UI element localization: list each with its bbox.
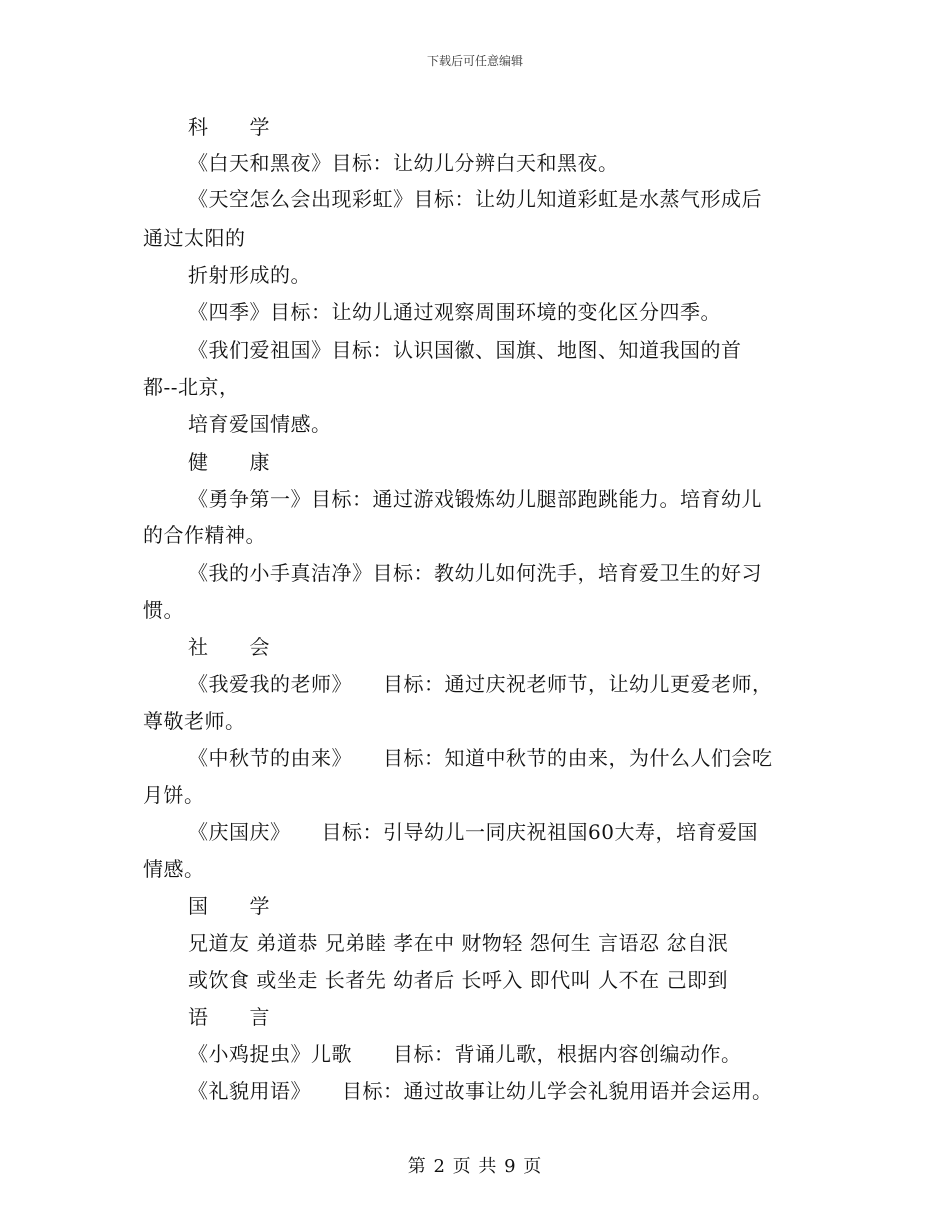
page-header-note: 下载后可任意编辑 xyxy=(426,54,523,68)
text-line: 通过太阳的 xyxy=(143,226,246,250)
text-line: 兄道友 弟道恭 兄弟睦 孝在中 财物轻 怨何生 言语忍 忿自泯 xyxy=(188,931,729,955)
section-title-science: 科 学 xyxy=(188,115,270,139)
text-line: 都--北京， xyxy=(143,375,240,399)
text-line: 培育爱国情感。 xyxy=(188,412,332,436)
text-line: 《四季》目标：让幼儿通过观察周围环境的变化区分四季。 xyxy=(188,300,721,324)
text-line: 《白天和黑夜》目标：让幼儿分辨白天和黑夜。 xyxy=(188,151,619,175)
text-line: 《我们爱祖国》目标：认识国徽、国旗、地图、知道我国的首 xyxy=(188,338,742,362)
section-title-guoxue: 国 学 xyxy=(188,894,270,918)
section-title-language: 语 言 xyxy=(188,1005,270,1029)
text-line: 尊敬老师。 xyxy=(143,709,246,733)
text-line: 惯。 xyxy=(143,598,184,622)
text-line: 折射形成的。 xyxy=(188,263,311,287)
text-line: 《庆国庆》 目标：引导幼儿一同庆祝祖国60大寿，培育爱国 xyxy=(188,820,758,844)
text-line: 月饼。 xyxy=(143,783,205,807)
section-title-society: 社 会 xyxy=(188,635,270,659)
text-line: 《我爱我的老师》 目标：通过庆祝老师节，让幼儿更爱老师， xyxy=(188,672,773,696)
text-line: 《礼貌用语》 目标：通过故事让幼儿学会礼貌用语并会运用。 xyxy=(188,1079,773,1103)
text-line: 《小鸡捉虫》儿歌 目标：背诵儿歌，根据内容创编动作。 xyxy=(188,1042,742,1066)
text-line: 的合作精神。 xyxy=(143,523,266,547)
text-line: 《中秋节的由来》 目标：知道中秋节的由来，为什么人们会吃 xyxy=(188,746,773,770)
text-line: 《我的小手真洁净》目标：教幼儿如何洗手，培育爱卫生的好习 xyxy=(188,561,762,585)
text-line: 《天空怎么会出现彩虹》目标：让幼儿知道彩虹是水蒸气形成后 xyxy=(188,187,762,211)
text-line: 《勇争第一》目标：通过游戏锻炼幼儿腿部跑跳能力。培育幼儿 xyxy=(188,487,762,511)
page-number: 第 2 页 共 9 页 xyxy=(407,1156,543,1177)
section-title-health: 健 康 xyxy=(188,450,270,474)
text-line: 情感。 xyxy=(143,857,205,881)
text-line: 或饮食 或坐走 长者先 幼者后 长呼入 即代叫 人不在 己即到 xyxy=(188,968,729,992)
